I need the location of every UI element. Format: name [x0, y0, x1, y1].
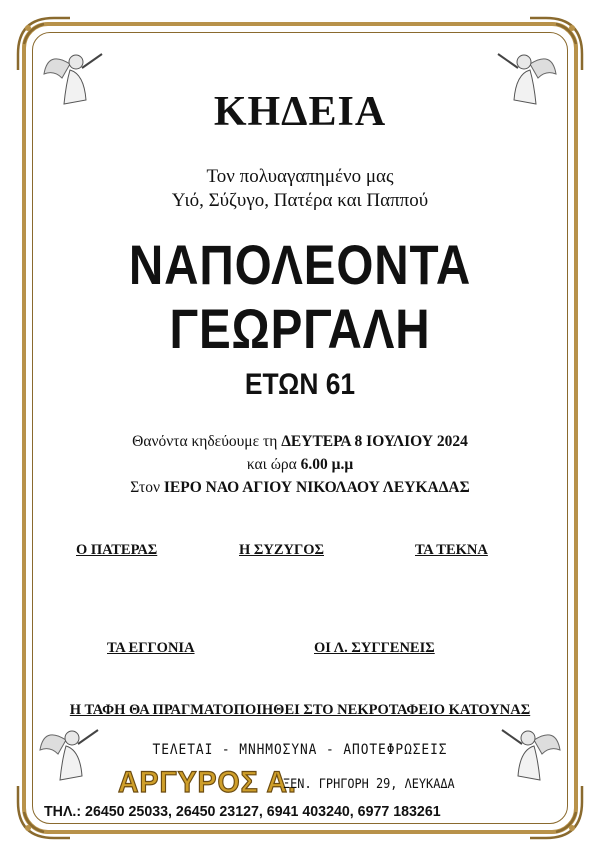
funeral-details [0, 430, 600, 499]
funeral-date-line: Θανόντα κηδεύουμε τη ΔΕΥΤΕΡΑ 8 ΙΟΥΛΙΟΥ 2024 [132, 433, 468, 450]
funeral-home-phones: ΤΗΛ.: 26450 25033, 26450 23127, 6941 403240, 6977 183261 [44, 804, 441, 820]
burial-note: Η ΤΑΦΗ ΘΑ ΠΡΑΓΜΑΤΟΠΟΙΗΘΕΙ ΣΤΟ ΝΕΚΡΟΤΑΦΕΙΟ ΚΑΤΟΥΝΑΣ [69, 702, 531, 718]
funeral-date: ΔΕΥΤΕΡΑ 8 ΙΟΥΛΙΟΥ 2024 [281, 433, 468, 450]
funeral-place: ΙΕΡΟ ΝΑΟ ΑΓΙΟΥ ΝΙΚΟΛΑΟΥ ΛΕΥΚΑΔΑΣ [163, 479, 470, 496]
angel-icon [36, 720, 100, 790]
mourner-grandchildren: ΤΑ ΕΓΓΟΝΙΑ [107, 640, 195, 656]
deceased-last-name: ΓΕΩΡΓΑΛΗ [169, 297, 431, 360]
mourner-children: ΤΑ ΤΕΚΝΑ [415, 542, 488, 558]
notice-title: ΚΗΔΕΙΑ [213, 89, 387, 135]
funeral-home-services: ΤΕΛΕΤΑΙ - ΜΝΗΜΟΣΥΝΑ - ΑΠΟΤΕΦΡΩΣΕΙΣ [152, 742, 448, 758]
funeral-home-address: ΞΕΝ. ΓΡΗΓΟΡΗ 29, ΛΕΥΚΑΔΑ [283, 776, 455, 792]
mourner-wife: Η ΣΥΖΥΓΟΣ [239, 542, 324, 558]
funeral-place-line: Στον ΙΕΡΟ ΝΑΟ ΑΓΙΟΥ ΝΙΚΟΛΑΟΥ ΛΕΥΚΑΔΑΣ [130, 479, 470, 496]
mourner-relatives: ΟΙ Λ. ΣΥΓΓΕΝΕΙΣ [314, 640, 435, 656]
intro-text [0, 165, 600, 213]
angel-icon [500, 720, 564, 790]
intro-line-1: Τον πολυαγαπημένο μας [206, 166, 394, 187]
deceased-first-name: ΝΑΠΟΛΕΟΝΤΑ [128, 233, 472, 296]
funeral-time: 6.00 μ.μ [300, 456, 354, 473]
funeral-time-line: και ώρα 6.00 μ.μ [246, 456, 354, 473]
intro-line-2: Υιό, Σύζυγο, Πατέρα και Παππού [171, 190, 429, 211]
mourner-father: Ο ΠΑΤΕΡΑΣ [76, 542, 158, 558]
deceased-age: ΕΤΩΝ 61 [244, 368, 356, 401]
funeral-home-name: ΑΡΓΥΡΟΣ Α. [118, 766, 297, 799]
